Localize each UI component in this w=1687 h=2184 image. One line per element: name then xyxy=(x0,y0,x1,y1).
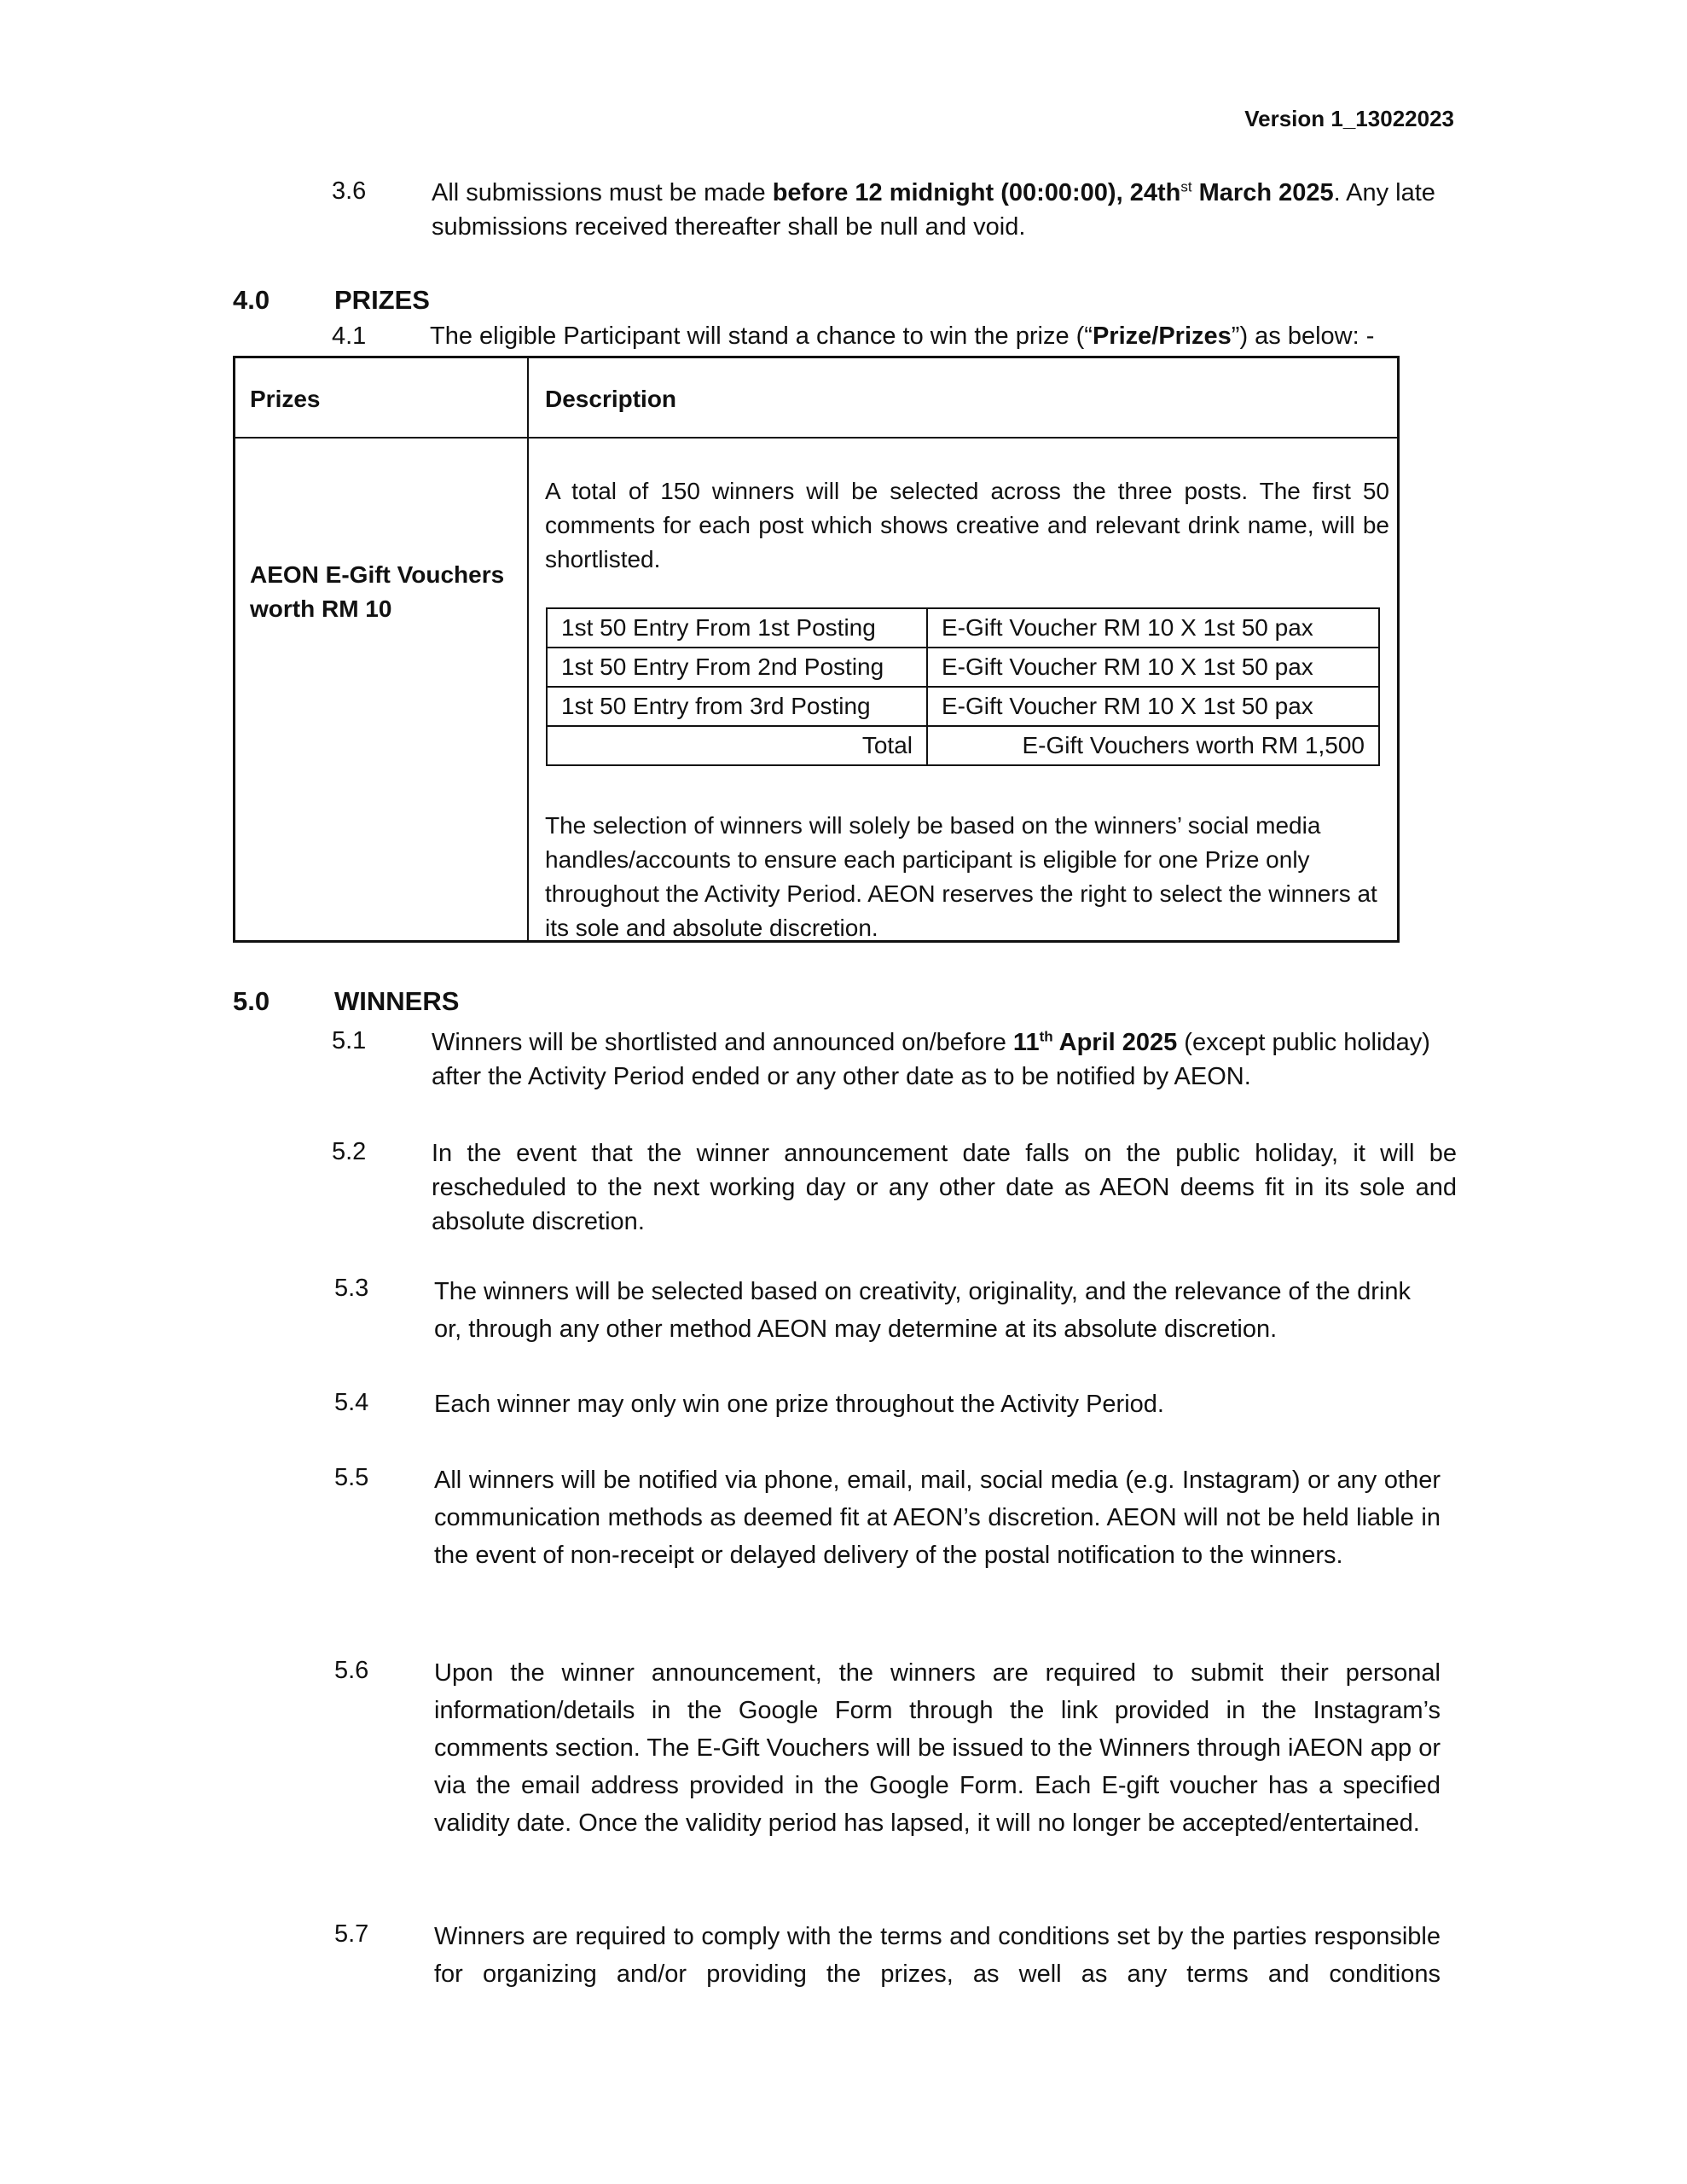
entry-cell: 1st 50 Entry from 3rd Posting xyxy=(547,687,927,726)
prize-intro: A total of 150 winners will be selected across the three posts. The first 50 comments for each post which shows creative and relevant drink name, will be shortlisted. xyxy=(545,478,1389,572)
clause-number: 5.6 xyxy=(334,1657,369,1684)
total-label: Total xyxy=(547,726,927,765)
clause-5-6: Upon the winner announcement, the winners are required to submit their personal information/details in the Google Form through the link provided in the Instagram’s comments section. The E-Gift Vouchers will be issued to the Winners through iAEON app or via the email address provided in the Google Form. Each E-gift voucher has a specified validity date. Once the validity period has lapsed, it will no longer be accepted/entertained. xyxy=(434,1659,1441,1837)
section-number: 5.0 xyxy=(233,986,270,1016)
table-divider xyxy=(527,358,529,940)
clause-number: 5.7 xyxy=(334,1920,369,1948)
prize-name: AEON E-Gift Vouchers worth RM 10 xyxy=(250,561,505,622)
prize-table xyxy=(233,356,1400,943)
table-row xyxy=(547,726,1379,765)
section-title: PRIZES xyxy=(334,285,430,315)
clause-5-3: The winners will be selected based on creativity, originality, and the relevance of the drink or, through any other method AEON may determine at its absolute discretion. xyxy=(434,1278,1412,1343)
clause-number: 5.3 xyxy=(334,1275,369,1302)
clause-5-4: Each winner may only win one prize throughout the Activity Period. xyxy=(434,1391,1164,1418)
clause-5-5: All winners will be notified via phone, email, mail, social media (e.g. Instagram) or any other communication methods as deemed fit at AEON’s discretion. AEON will not be held liable in the event of non-receipt or delayed delivery of the postal notification to the winners. xyxy=(434,1467,1441,1569)
clause-number: 5.4 xyxy=(334,1389,369,1416)
clause-4-1: The eligible Participant will stand a chance to win the prize (“Prize/Prizes”) as below: - xyxy=(430,322,1375,350)
reward-cell: E-Gift Voucher RM 10 X 1st 50 pax xyxy=(927,648,1379,687)
total-value: E-Gift Vouchers worth RM 1,500 xyxy=(927,726,1379,765)
clause-5-2: In the event that the winner announcement date falls on the public holiday, it will be rescheduled to the next working day or any other date as AEON deems fit in its sole and absolute discretion. xyxy=(432,1140,1457,1235)
clause-number: 5.2 xyxy=(332,1138,367,1165)
prize-outro: The selection of winners will solely be based on the winners’ social media handles/accounts to ensure each participant is eligible for one Prize only throughout the Activity Period. AEON reserves the right to select the winners at its sole and absolute discretion. xyxy=(545,812,1377,941)
table-row xyxy=(547,648,1379,687)
winner-breakdown-table xyxy=(546,607,1380,766)
entry-cell: 1st 50 Entry From 1st Posting xyxy=(547,608,927,648)
table-divider xyxy=(235,437,1397,439)
clause-5-7: Winners are required to comply with the terms and conditions set by the parties responsible for organizing and/or providing the prizes, as well as any terms and conditions xyxy=(434,1923,1441,1988)
reward-cell: E-Gift Voucher RM 10 X 1st 50 pax xyxy=(927,687,1379,726)
clause-number: 4.1 xyxy=(332,322,367,350)
clause-5-1: Winners will be shortlisted and announced on/before 11th April 2025 (except public holiday) after the Activity Period ended or any other date as to be notified by AEON. xyxy=(432,1028,1430,1090)
version-label: Version 1_13022023 xyxy=(1244,106,1454,131)
table-header-description: Description xyxy=(545,386,677,412)
section-title: WINNERS xyxy=(334,986,460,1016)
table-header-prizes: Prizes xyxy=(250,386,321,412)
entry-cell: 1st 50 Entry From 2nd Posting xyxy=(547,648,927,687)
reward-cell: E-Gift Voucher RM 10 X 1st 50 pax xyxy=(927,608,1379,648)
clause-number: 5.1 xyxy=(332,1027,367,1054)
section-number: 4.0 xyxy=(233,285,270,315)
table-row xyxy=(547,687,1379,726)
clause-3-6: All submissions must be made before 12 midnight (00:00:00), $24th^{st}$ March 2025. Any late submissions received thereafter shall be null and void. xyxy=(432,178,1435,241)
clause-number: 5.5 xyxy=(334,1464,369,1491)
table-row xyxy=(547,608,1379,648)
clause-number: 3.6 xyxy=(332,177,367,205)
